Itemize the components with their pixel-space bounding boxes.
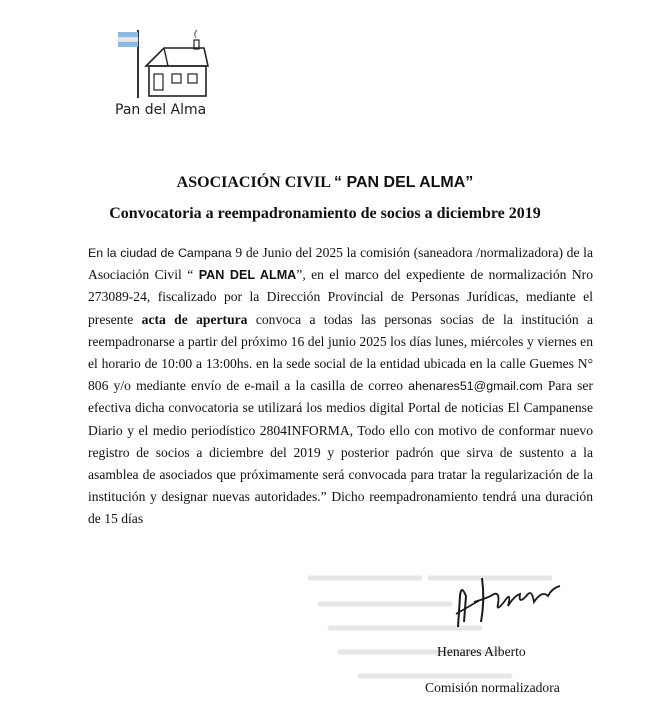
signer-name: Henares Alberto — [437, 644, 526, 659]
signature-icon — [448, 572, 578, 632]
title-prefix: ASOCIACIÓN CIVIL — [176, 174, 331, 191]
body-text-3: convoca a todas las personas socias de la institución a reempadronarse a partir del próximo 16 del junio 2025 los días lunes, miércoles y viernes en el horario de 10:00 a 13:00hs. en la sede social de la entidad ubicada en la calle Guemes N° 806 y/o mediante envío de e-mail a la casilla de correo — [88, 311, 594, 394]
title-name: “ PAN DEL ALMA” — [334, 174, 474, 191]
body-association-name: PAN DEL ALMA — [198, 268, 297, 283]
body-text-1: 9 de Junio del 2025 la comisión (saneadora /normalizadora) de la Asociación Civil “ — [88, 245, 593, 283]
body-text-4: Para ser efectiva dicha convocatoria se utilizará los medios digital Portal de noticias El Campanense Diario y el medio periodístico 2804INFORMA, Todo ello con motivo de conformar nuevo registro de socios a diciembre del 2019 y posterior padrón que sirva de sustento a la asamblea de asociados que próximamente será convocada para tratar la regularización de la institución y designar nuevas autoridades.” Dicho reempadronamiento tendrá una duración de 15 días — [88, 378, 593, 527]
email-link[interactable]: ahenares51@gmail.com — [408, 379, 543, 394]
document-title — [0, 174, 650, 192]
body-acta: acta de apertura — [141, 311, 248, 327]
signer-role: Comisión normalizadora — [425, 680, 560, 695]
body-opening: En la ciudad de Campana — [88, 246, 232, 260]
body-paragraph — [88, 242, 593, 531]
body-text-2: ”, en el marco del expediente de normalización Nro 273089-24, fiscalizado por la Dirección Provincial de Personas Jurídicas, mediante el presente — [88, 267, 593, 327]
logo-text: Pan del Alma — [115, 102, 207, 118]
document-subtitle: Convocatoria a reempadronamiento de socios a diciembre 2019 — [109, 205, 541, 222]
